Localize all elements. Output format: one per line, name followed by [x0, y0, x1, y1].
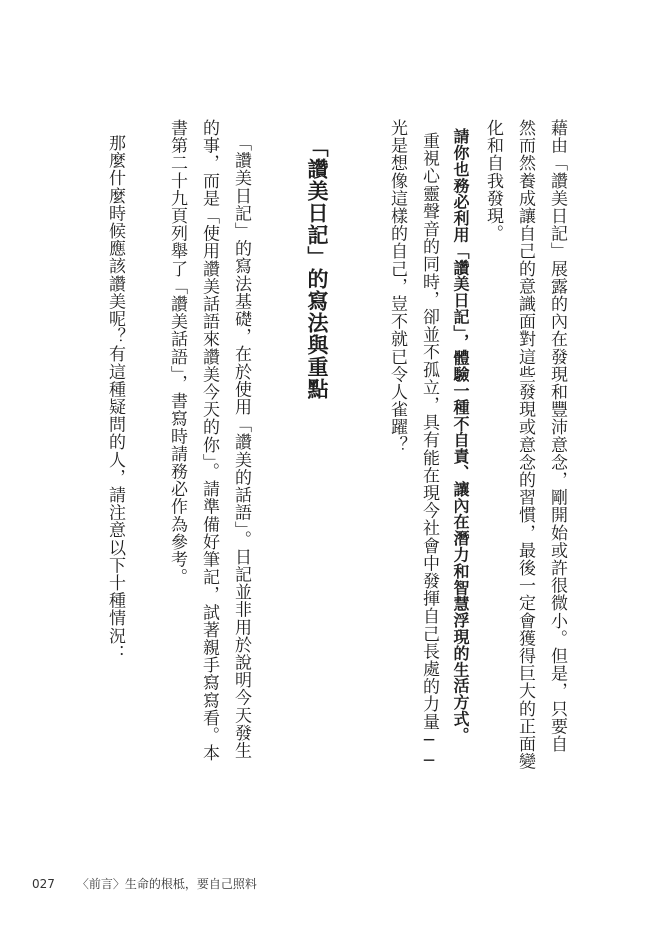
- body-column-6: 光是想像這樣的自己，豈不就已令人雀躍？: [387, 119, 407, 454]
- body-column-2: 然而然養成讓自己的意識面對這些發現或意念的習慣，最後一定會獲得巨大的正面變: [515, 119, 535, 771]
- body-column-1: 藉由「讚美日記」展露的內在發現和豐沛意念，剛開始或許很微小。但是，只要自: [547, 119, 567, 753]
- emphasis-column: 請你也務必利用「讚美日記」，體驗一種不自責、讓內在潛力和智慧浮現的生活方式。: [451, 128, 470, 744]
- body-column-11: 那麼什麼時候應該讚美呢？有這種疑問的人，請注意以下十種情況：: [105, 134, 125, 662]
- body-column-5: 重視心靈聲音的同時，卻並不孤立，具有能在現今社會中發揮自己長處的力量──: [419, 132, 439, 772]
- body-column-9: 的事，而是「使用讚美話語來讚美今天的你」。請準備好筆記，試著親手寫寫看。本: [199, 119, 219, 762]
- running-title: 〈前言〉生命的根柢，要自己照料: [76, 877, 257, 891]
- body-column-8: 「讚美日記」的寫法基礎，在於使用「讚美的話語」。日記並非用於說明今天發生: [231, 134, 251, 760]
- section-heading: 「讚美日記」的寫法與重點: [305, 136, 329, 400]
- page-number: 027: [32, 877, 55, 891]
- body-column-10: 書第二十九頁列舉了「讚美話語」，書寫時請務必作為參考。: [167, 119, 187, 586]
- page-footer: [32, 875, 257, 892]
- body-column-3: 化和自我發現。: [483, 119, 503, 243]
